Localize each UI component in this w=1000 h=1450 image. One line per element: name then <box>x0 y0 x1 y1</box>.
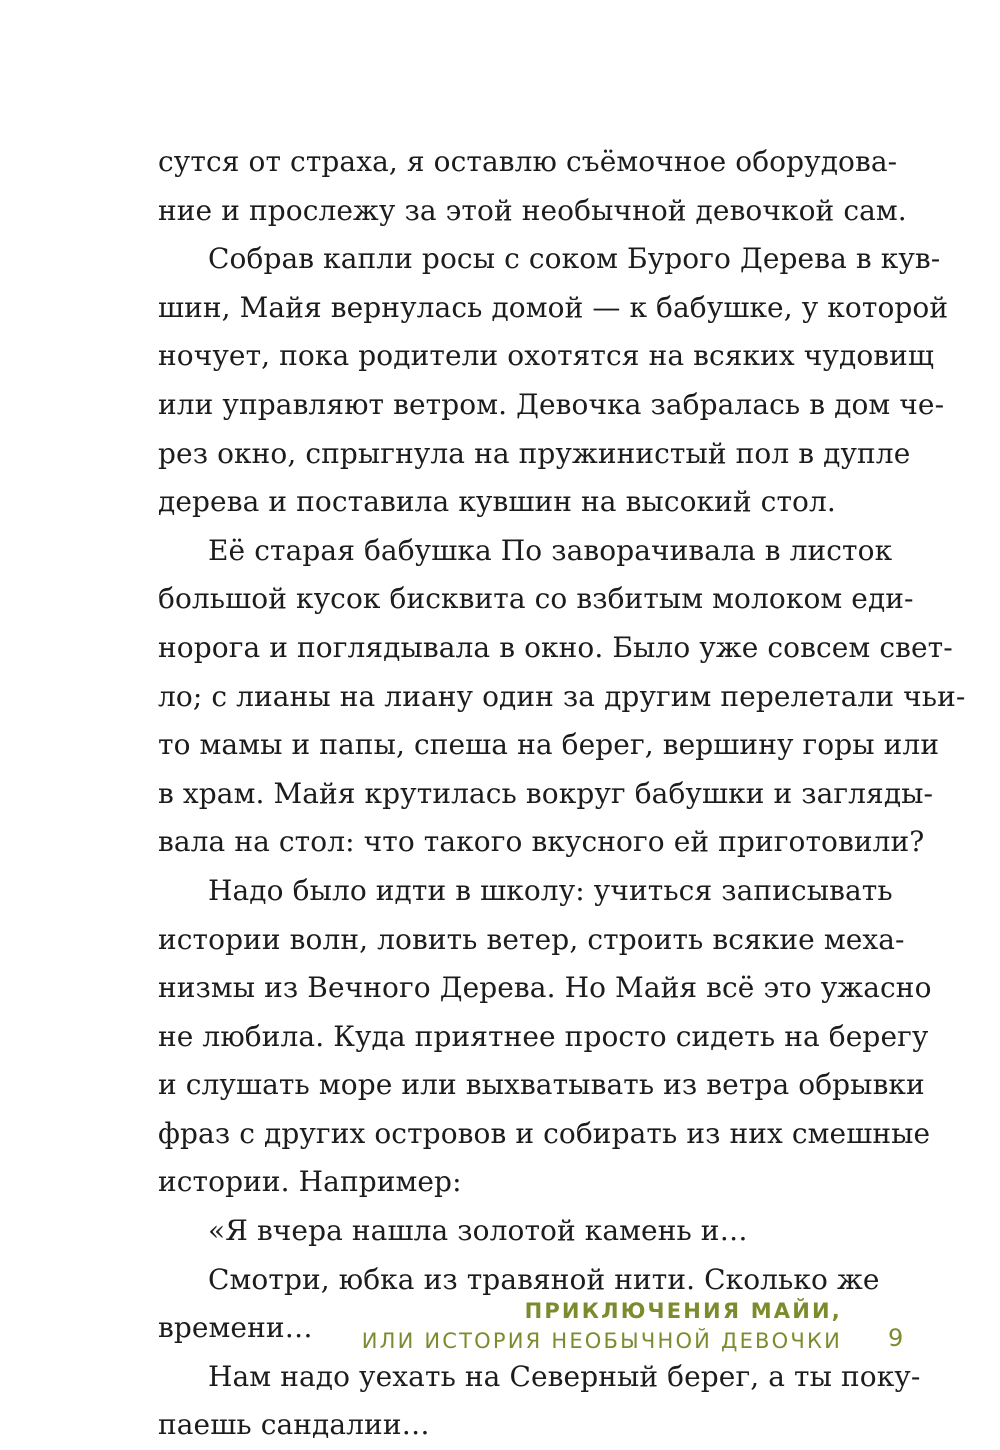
text-line: Её старая бабушка По заворачивала в листок <box>208 533 893 567</box>
text-line: ло; с лианы на лиану один за другим перелетали чьи- <box>158 679 966 713</box>
text-line: и слушать море или выхватывать из ветра обрывки <box>158 1068 925 1102</box>
text-line: ние и прослежу за этой необычной девочкой сам. <box>158 193 907 227</box>
text-line: шин, Майя вернулась домой — к бабушке, у которой <box>158 290 949 324</box>
text-line: не любила. Куда приятнее просто сидеть на берегу <box>158 1019 929 1053</box>
text-line: норога и поглядывала в окно. Было уже совсем свет- <box>158 630 953 664</box>
text-line: «Я вчера нашла золотой камень и… <box>208 1214 748 1248</box>
text-line: истории волн, ловить ветер, строить всякие меха- <box>158 922 905 956</box>
text-line: паешь сандалии… <box>158 1408 430 1442</box>
book-title-line-1: ПРИКЛЮЧЕНИЯ МАЙИ, <box>524 1299 842 1323</box>
text-line: истории. Например: <box>158 1165 462 1199</box>
text-line: вала на стол: что такого вкусного ей приготовили? <box>158 825 925 859</box>
text-line: Нам надо уехать на Северный берег, а ты поку- <box>208 1359 921 1393</box>
text-line: фраз с других островов и собирать из них смешные <box>158 1116 931 1150</box>
text-line: Собрав капли росы с соком Бурого Дерева в кув- <box>208 242 941 276</box>
page-number: 9 <box>888 1324 904 1352</box>
body-text <box>158 138 966 1450</box>
book-title-line-2: ИЛИ ИСТОРИЯ НЕОБЫЧНОЙ ДЕВОЧКИ <box>361 1329 842 1353</box>
text-line: рез окно, спрыгнула на пружинистый пол в дупле <box>158 436 911 470</box>
text-line: Надо было идти в школу: учиться записывать <box>208 873 893 907</box>
text-line: дерева и поставила кувшин на высокий стол. <box>158 485 836 519</box>
text-line: Смотри, юбка из травяной нити. Сколько же <box>208 1262 880 1296</box>
text-line: или управляют ветром. Девочка забралась в дом че- <box>158 387 945 421</box>
text-line: то мамы и папы, спеша на берег, вершину горы или <box>158 728 940 762</box>
running-footer <box>362 1296 842 1356</box>
text-line: низмы из Вечного Дерева. Но Майя всё это ужасно <box>158 971 932 1005</box>
text-line: в храм. Майя крутилась вокруг бабушки и загляды- <box>158 776 934 810</box>
text-line: времени… <box>158 1311 313 1345</box>
text-line: ночует, пока родители охотятся на всяких чудовищ <box>158 339 935 373</box>
text-line: сутся от страха, я оставлю съёмочное оборудова- <box>158 145 898 178</box>
text-line: большой кусок бисквита со взбитым молоком еди- <box>158 582 914 616</box>
